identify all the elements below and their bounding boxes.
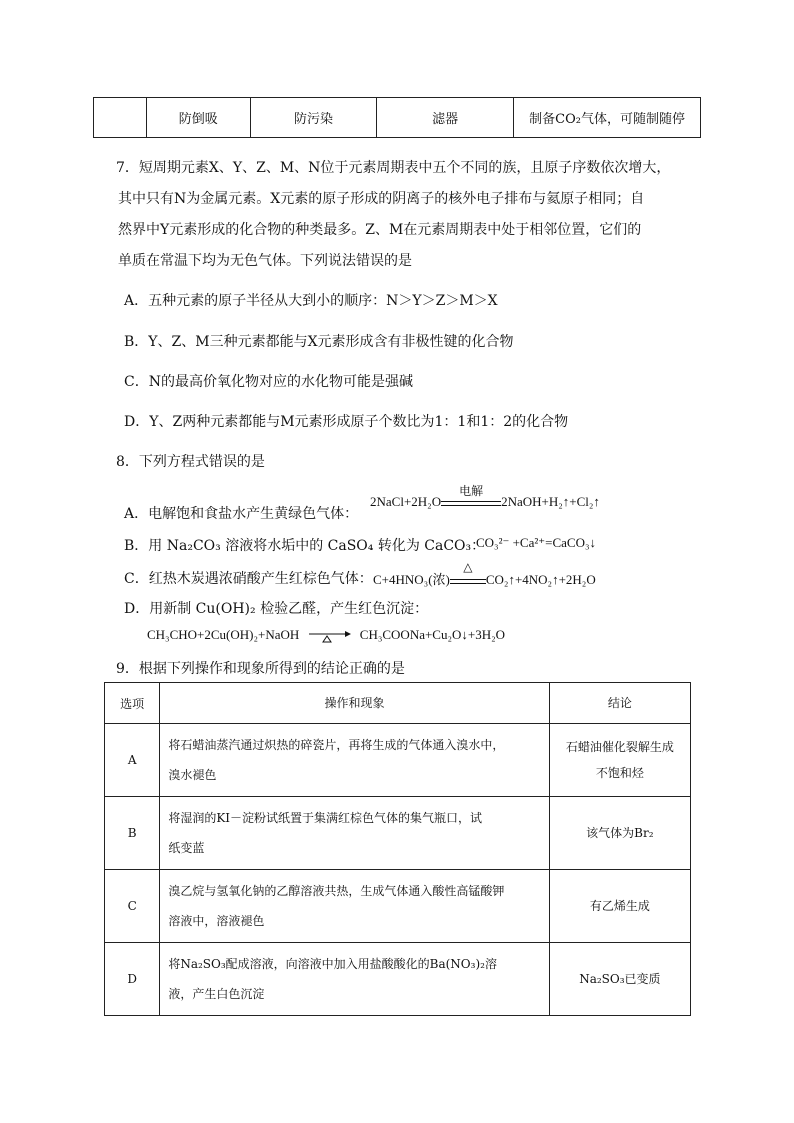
operation-line: 将石蜡油蒸汽通过炽热的碎瓷片，再将生成的气体通入溴水中，: [168, 738, 505, 752]
q8-option-a: A．电解饱和食盐水产生黄绿色气体：: [124, 506, 359, 522]
table-cell: 制备CO₂气体，可随制随停: [514, 98, 701, 138]
conclusion-line: 石蜡油催化裂解生成: [565, 740, 674, 754]
conclusion-line: 不饱和烃: [595, 766, 644, 780]
table-row: [94, 98, 701, 138]
operation-line: 将湿润的KI－淀粉试纸置于集满红棕色气体的集气瓶口，试: [168, 811, 483, 825]
header-option: 选项: [105, 683, 160, 724]
condition-label: 电解: [459, 484, 484, 499]
row-option: A: [105, 724, 160, 797]
row-conclusion: 有乙烯生成: [549, 870, 690, 943]
eq-right: CH₃COONa+Cu₂O↓+3H₂O: [359, 627, 506, 642]
q7-option-c: C．N的最高价氧化物对应的水化物可能是强碱: [124, 374, 413, 390]
operation-line: 溶液中，溶液褪色: [168, 914, 265, 928]
row-option: C: [105, 870, 160, 943]
eq-left: 2NaCl+2H₂O: [370, 494, 442, 509]
operation-line: 液，产生白色沉淀: [168, 987, 265, 1001]
eq-left: C+4HNO₃(浓): [373, 572, 450, 587]
operation-line: 纸变蓝: [168, 841, 205, 855]
eq-left: CH₃CHO+2Cu(OH)₂+NaOH: [147, 627, 300, 642]
header-conclusion: 结论: [549, 683, 690, 724]
q9-stem: 9．根据下列操作和现象所得到的结论正确的是: [116, 661, 405, 677]
condition-label: △: [463, 560, 473, 575]
q7-option-d: D．Y、Z两种元素都能与M元素形成原子个数比为1：1和1：2的化合物: [124, 414, 569, 430]
header-operation: 操作和现象: [160, 683, 549, 724]
q8-equation-d: [147, 627, 505, 644]
table-cell: 滤器: [377, 98, 514, 138]
table-header-row: [105, 683, 691, 724]
table-row: [105, 724, 691, 797]
q8-option-c: C．红热木炭遇浓硝酸产生红棕色气体：: [124, 571, 373, 587]
row-conclusion: 该气体为Br₂: [549, 797, 690, 870]
table-cell: [94, 98, 147, 138]
row-operation: [160, 943, 549, 1016]
q9-table: [104, 682, 691, 1016]
heating-arrow-icon: [307, 628, 353, 644]
q7-stem-line-1: 7．短周期元素X、Y、Z、M、N位于元素周期表中五个不同的族，且原子序数依次增大，: [116, 160, 671, 176]
row-operation: [160, 724, 549, 797]
eq-right: 2NaOH+H₂↑+Cl₂↑: [501, 494, 600, 509]
table-cell: 防污染: [250, 98, 376, 138]
q7-stem-line-3: 然界中Y元素形成的化合物的种类最多。Z、M在元素周期表中处于相邻位置，它们的: [118, 222, 642, 238]
q8-equation-b: CO₃²⁻ +Ca²⁺=CaCO₃↓: [476, 535, 596, 550]
apparatus-table: [93, 97, 701, 138]
row-conclusion: Na₂SO₃已变质: [549, 943, 690, 1016]
operation-line: 溴水褪色: [168, 768, 217, 782]
q7-option-a: A．五种元素的原子半径从大到小的顺序：N＞Y＞Z＞M＞X: [124, 293, 498, 309]
q8-option-d: D．用新制 Cu(OH)₂ 检验乙醛，产生红色沉淀：: [124, 601, 429, 617]
row-option: D: [105, 943, 160, 1016]
table-row: [105, 870, 691, 943]
q8-option-b: B．用 Na₂CO₃ 溶液将水垢中的 CaSO₄ 转化为 CaCO₃：: [124, 538, 486, 554]
row-operation: [160, 870, 549, 943]
row-operation: [160, 797, 549, 870]
operation-line: 将Na₂SO₃配成溶液，向溶液中加入用盐酸酸化的Ba(NO₃)₂溶: [168, 957, 497, 971]
q8-stem: 8．下列方程式错误的是: [116, 454, 265, 470]
q7-stem-line-4: 单质在常温下均为无色气体。下列说法错误的是: [118, 253, 412, 269]
eq-right: CO₂↑+4NO₂↑+2H₂O: [485, 572, 596, 587]
row-option: B: [105, 797, 160, 870]
table-row: [105, 943, 691, 1016]
q7-stem-line-2: 其中只有N为金属元素。X元素的原子形成的阴离子的核外电子排布与氦原子相同；自: [118, 191, 645, 207]
q8-equation-a: [370, 484, 600, 510]
table-cell: 防倒吸: [146, 98, 250, 138]
q8-equation-c: [373, 560, 596, 588]
operation-line: 溴乙烷与氢氧化钠的乙醇溶液共热，生成气体通入酸性高锰酸钾: [168, 884, 505, 898]
table-row: [105, 797, 691, 870]
equals-condition: [450, 560, 486, 588]
row-conclusion: [549, 724, 690, 797]
q7-option-b: B．Y、Z、M三种元素都能与X元素形成含有非极性键的化合物: [124, 334, 514, 350]
equals-condition: [441, 484, 501, 510]
